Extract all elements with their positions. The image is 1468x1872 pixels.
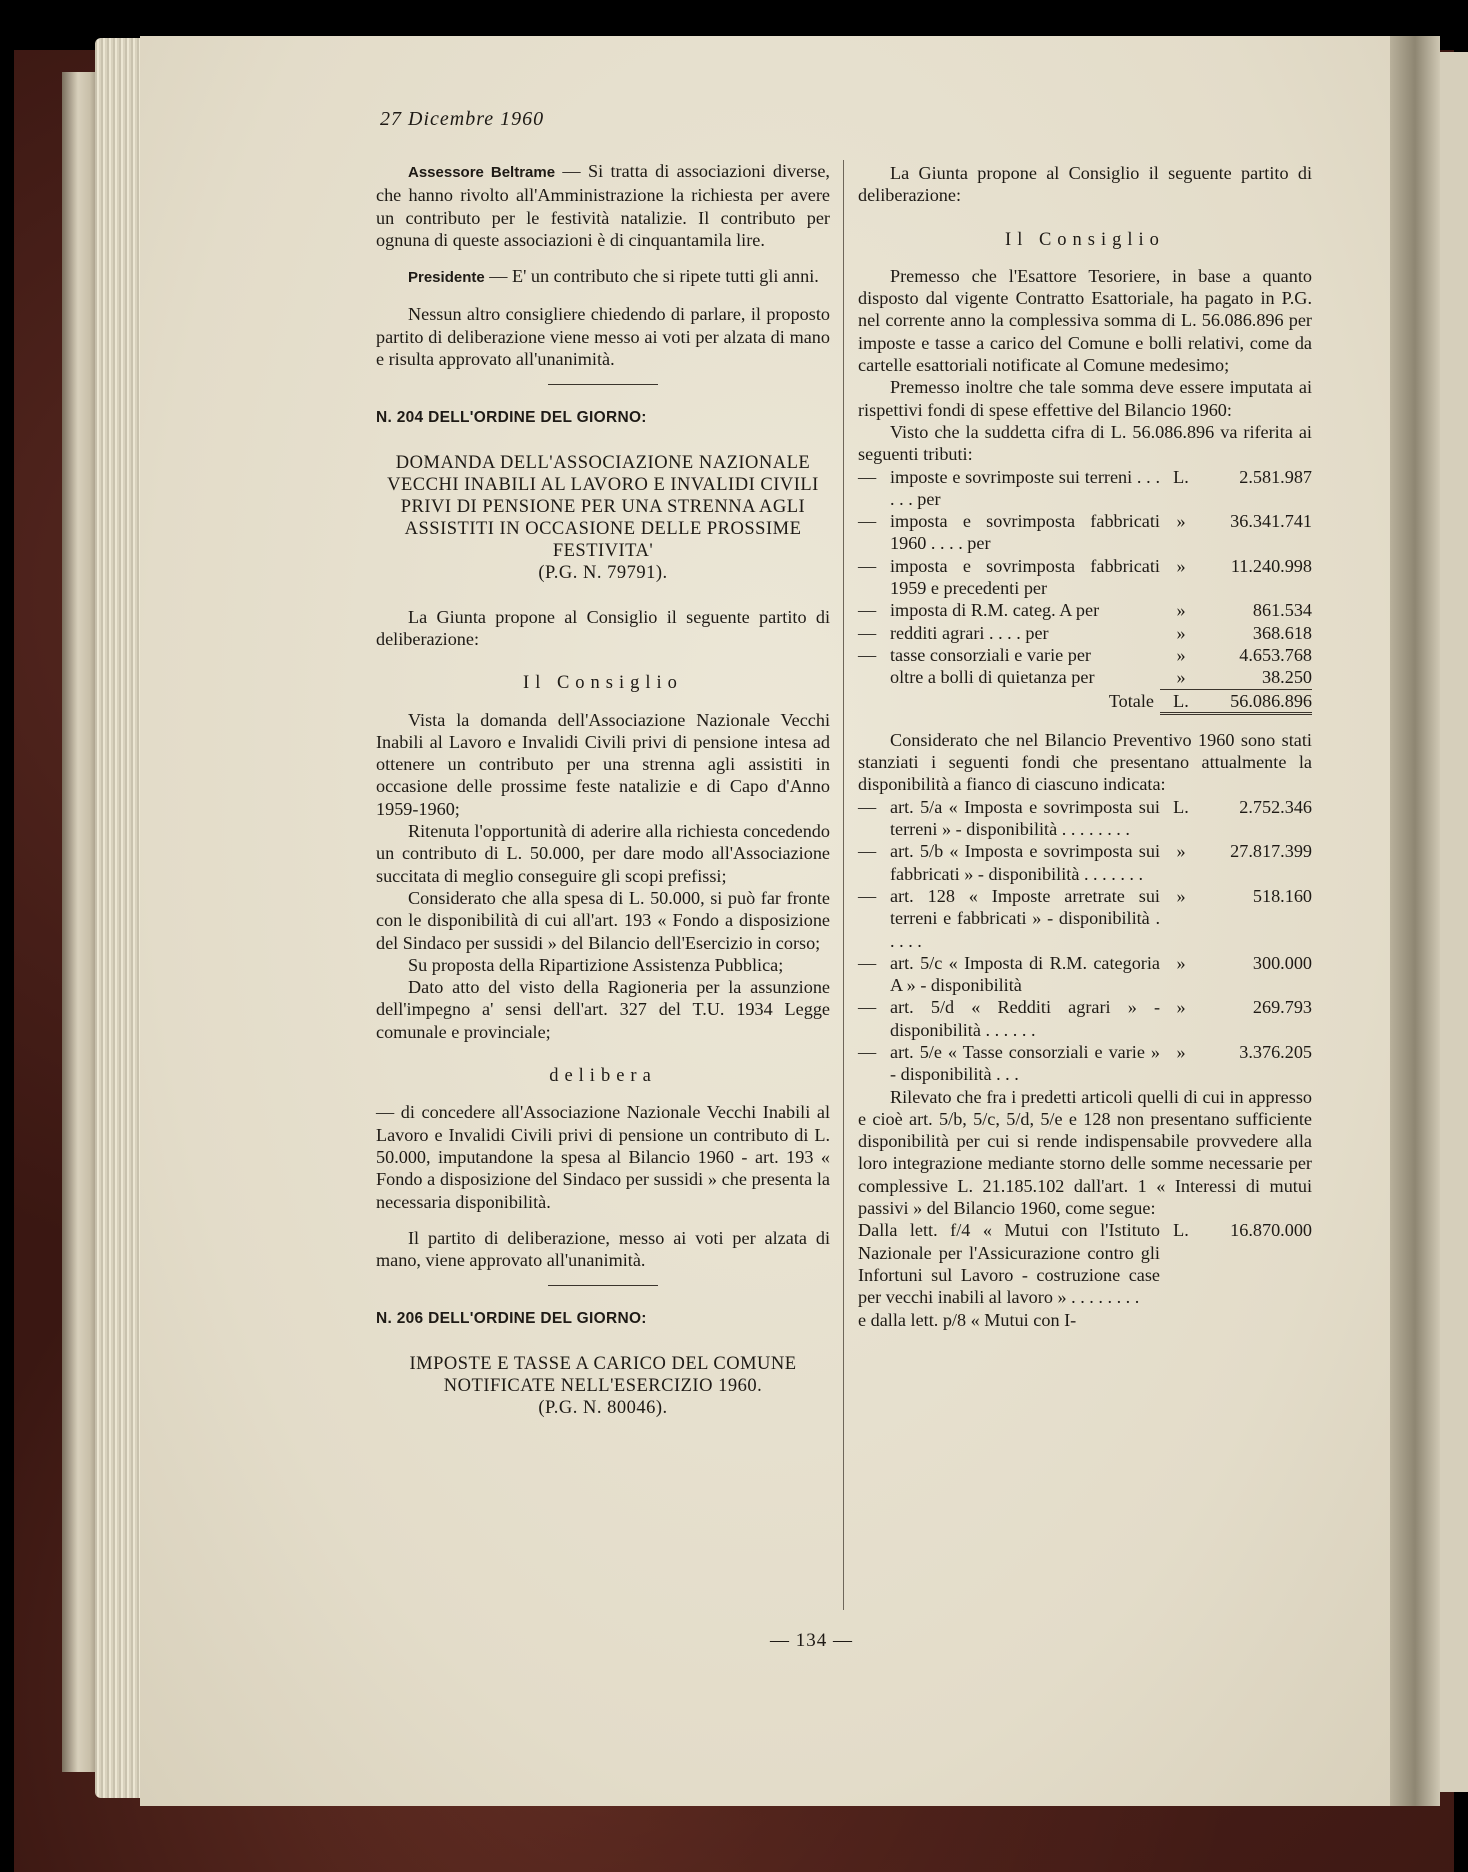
tributo-currency: » <box>1176 555 1186 576</box>
tributo-label: imposta e sovrimposta fabbricati 1960 . . . . per <box>890 511 1160 554</box>
fondo-amount: 3.376.205 <box>1239 1041 1312 1062</box>
item-title-206: IMPOSTE E TASSE A CARICO DEL COMUNE NOTIFICATE NELL'ESERCIZIO 1960. <box>409 1353 797 1396</box>
tributo-label: imposta e sovrimposta fabbricati 1959 e precedenti per <box>890 555 1160 599</box>
fondo-label: art. 5/c « Imposta di R.M. categoria A » - disponibilità <box>890 952 1160 996</box>
tributo-label: redditi agrari . . . . per <box>890 622 1049 643</box>
fondo-dash: — <box>858 1041 877 1062</box>
tributo-dash: — <box>858 622 877 643</box>
fondo-amount: 269.793 <box>1252 997 1312 1018</box>
considerato-paragraph: Considerato che nel Bilancio Preventivo 1960 sono stati stanziati i seguenti fondi che presentano attualmente la disponibilità a fianco di ciascuno indicata: <box>858 729 1312 795</box>
totale-currency: L. <box>1160 689 1202 715</box>
item-pg-206: (P.G. N. 80046). <box>538 1397 668 1418</box>
fondo-dash: — <box>858 885 877 906</box>
left-column <box>376 160 830 1419</box>
tributo-amount: 2.581.987 <box>1239 466 1312 487</box>
fondo-currency: » <box>1176 841 1186 862</box>
fondo-label: art. 5/b « Imposta e sovrimposta sui fabbricati » - disponibilità . . . . . . . <box>890 841 1160 884</box>
tributo-amount: 36.341.741 <box>1230 511 1312 532</box>
beltrame-paragraph <box>376 160 830 251</box>
item-pg-204: (P.G. N. 79791). <box>538 562 668 583</box>
tributo-amount: 368.618 <box>1252 622 1312 643</box>
page-gutter <box>1390 36 1440 1806</box>
tributo-currency: » <box>1176 600 1186 621</box>
consiglio-heading: Il Consiglio <box>1005 229 1165 250</box>
fondo-row <box>858 796 1312 841</box>
totale-row <box>858 689 1312 715</box>
tributo-label: imposte e sovrimposte sui terreni . . . . . . per <box>890 466 1160 509</box>
tributo-row <box>858 466 1312 511</box>
tributo-amount: 861.534 <box>1252 600 1312 621</box>
fondo-row <box>858 952 1312 997</box>
fondo-row <box>858 885 1312 952</box>
considerato-paragraph: Considerato che alla spesa di L. 50.000, si può far fronte con le disponibilità di cui all'art. 193 « Fondo a disposizione del Sindaco per sussidi » del Bilancio dell'Esercizio in corso; <box>376 887 830 953</box>
section-rule <box>548 384 658 385</box>
concedere-paragraph: — di concedere all'Associazione Nazionale Vecchi Inabili al Lavoro e Invalidi Civili privi di pensione un contributo di L. 50.000, imputandone la spesa al Bilancio 1960 - art. 193 « Fondo a disposizione del Sindaco per sussidi » che presenta la necessaria disponibilità. <box>376 1102 830 1212</box>
premesso-paragraph: Premesso che l'Esattore Tesoriere, in base a quanto disposto dal vigente Contratto Esattoriale, ha pagato in P.G. nel corrente anno la complessiva somma di L. 56.086.896 per imposte e tasse a carico del Comune e bolli relativi, come da cartelle esattoriali notificate al Comune medesimo; <box>858 265 1312 376</box>
totale-amount: 56.086.896 <box>1202 689 1312 715</box>
tributo-currency: » <box>1176 622 1186 643</box>
fondo-label: art. 5/a « Imposta e sovrimposta sui terreni » - disponibilità . . . . . . . . <box>890 796 1160 840</box>
fondo-dash: — <box>858 997 877 1018</box>
speaker-name: Presidente <box>408 269 485 287</box>
tributo-row <box>858 622 1312 644</box>
ritenuta-paragraph: Ritenuta l'opportunità di aderire alla richiesta concedendo un contributo di L. 50.000, per dare modo all'Associazione succitata di meglio conseguire gli scopi prefissi; <box>376 821 830 886</box>
item-title-204: DOMANDA DELL'ASSOCIAZIONE NAZIONALE VECCHI INABILI AL LAVORO E INVALIDI CIVILI PRIVI DI PENSIONE PER UNA STRENNA AGLI ASSISTITI IN OCCASIONE DELLE PROSSIME FESTIVITA' <box>387 452 819 561</box>
tributo-label: oltre a bolli di quietanza per <box>890 667 1095 688</box>
premesso-inoltre-paragraph: Premesso inoltre che tale somma deve essere imputata ai rispettivi fondi di spese effettive del Bilancio 1960: <box>858 377 1312 420</box>
tributo-currency: » <box>1176 511 1186 532</box>
giunta-paragraph: La Giunta propone al Consiglio il seguente partito di deliberazione: <box>858 163 1312 206</box>
tributo-label: imposta di R.M. categ. A per <box>890 600 1100 621</box>
presidente-paragraph <box>376 265 830 289</box>
right-column <box>858 162 1312 1331</box>
tributo-row <box>858 644 1312 666</box>
fondo-currency: » <box>1176 885 1186 906</box>
tributo-dash: — <box>858 511 877 532</box>
totale-label: Totale <box>1108 690 1154 711</box>
fondo-label: art. 5/e « Tasse consorziali e varie » - disponibilità . . . <box>890 1041 1160 1085</box>
fondo-amount: 2.752.346 <box>1239 796 1312 817</box>
dalla-row <box>858 1219 1312 1308</box>
agenda-heading-206: N. 206 DELL'ORDINE DEL GIORNO: <box>376 1310 647 1328</box>
tributo-amount: 38.250 <box>1261 667 1312 688</box>
tributo-amount: 4.653.768 <box>1239 644 1312 665</box>
tributo-label: tasse consorziali e varie per <box>890 644 1091 665</box>
fondo-currency: » <box>1176 1041 1186 1062</box>
rilevato-paragraph: Rilevato che fra i predetti articoli quelli di cui in appresso e cioè art. 5/b, 5/c, 5/d, 5/e e 128 non presentano sufficiente disponibilità per cui si rende indispensabile provvedere alla loro integrazione mediante storno delle somme necessarie per complessive L. 21.185.102 dall'art. 1 « Interessi di mutui passivi » del Bilancio 1960, come segue: <box>858 1086 1312 1219</box>
fondo-row <box>858 996 1312 1041</box>
vista-paragraph: Vista la domanda dell'Associazione Nazionale Vecchi Inabili al Lavoro e Invalidi Civili privi di pensione intesa ad ottenere un contributo per una strenna agli assistiti in occasione delle prossime feste natalizie e di Capo d'Anno 1959-1960; <box>376 709 830 819</box>
delibera-heading: delibera <box>549 1066 657 1087</box>
column-divider <box>843 160 844 1610</box>
fondi-list <box>858 796 1312 1086</box>
fondo-currency: » <box>1176 952 1186 973</box>
tributo-dash: — <box>858 644 877 665</box>
fondo-dash: — <box>858 796 877 817</box>
tributo-row <box>858 510 1312 555</box>
tributo-amount: 11.240.998 <box>1230 555 1312 576</box>
fondo-currency: » <box>1176 997 1186 1018</box>
fondo-amount: 27.817.399 <box>1230 841 1312 862</box>
fondo-row <box>858 840 1312 885</box>
vote-paragraph: Nessun altro consigliere chiedendo di parlare, il proposto partito di deliberazione viene messo ai voti per alzata di mano e risulta approvato all'unanimità. <box>376 304 830 370</box>
tributo-dash: — <box>858 555 877 576</box>
tributo-currency: » <box>1176 667 1186 688</box>
tributo-row <box>858 666 1312 688</box>
fondo-amount: 518.160 <box>1252 885 1312 906</box>
dalla-currency: L. <box>1173 1220 1189 1241</box>
paragraph-text: — E' un contributo che si ripete tutti gli anni. <box>484 266 819 287</box>
tributo-currency: L. <box>1173 466 1189 487</box>
edalla-paragraph: e dalla lett. p/8 « Mutui con I- <box>858 1309 1077 1330</box>
visto-paragraph: Visto che la suddetta cifra di L. 56.086.896 va riferita ai seguenti tributi: <box>858 421 1312 465</box>
dato-paragraph: Dato atto del visto della Ragioneria per la assunzione dell'impegno a' sensi dell'art. 327 del T.U. 1934 Legge comunale e provinciale; <box>376 977 830 1042</box>
speaker-name: Assessore Beltrame <box>408 164 556 181</box>
tributo-dash: — <box>858 466 877 487</box>
fondo-amount: 300.000 <box>1252 952 1312 973</box>
paragraph-text: — Si tratta di associazioni diverse, che hanno rivolto all'Amministrazione la richiesta per avere un contributo per le festività natalizie. Il contributo per ognuna di queste associazioni è di cinquantamila lire. <box>376 161 830 250</box>
dalla-amount: 16.870.000 <box>1230 1220 1312 1241</box>
fondo-currency: L. <box>1173 796 1189 817</box>
dalla-label: Dalla lett. f/4 « Mutui con l'Istituto Nazionale per l'Assicurazione contro gli Infortuni sul Lavoro - costruzione case per vecchi inabili al lavoro » . . . . . . . . <box>858 1220 1160 1308</box>
tributo-dash: — <box>858 600 877 621</box>
giunta-paragraph: La Giunta propone al Consiglio il seguente partito di deliberazione: <box>376 606 830 649</box>
proposta-paragraph: Su proposta della Ripartizione Assistenza Pubblica; <box>408 954 784 975</box>
partito-paragraph: Il partito di deliberazione, messo ai voti per alzata di mano, viene approvato all'unanimità. <box>376 1227 830 1271</box>
fondo-label: art. 128 « Imposte arretrate sui terreni e fabbricati » - disponibilità . . . . . <box>890 885 1160 951</box>
section-rule <box>548 1285 658 1286</box>
fondo-dash: — <box>858 952 877 973</box>
fondo-dash: — <box>858 841 877 862</box>
page-date: 27 Dicembre 1960 <box>380 108 545 130</box>
tributi-list <box>858 466 1312 689</box>
fondo-label: art. 5/d « Redditi agrari » - disponibilità . . . . . . <box>890 997 1160 1040</box>
fondo-row <box>858 1041 1312 1086</box>
agenda-heading-204: N. 204 DELL'ORDINE DEL GIORNO: <box>376 409 647 427</box>
page-number: — 134 — <box>770 1630 853 1651</box>
consiglio-heading: Il Consiglio <box>523 673 683 694</box>
tributo-currency: » <box>1176 644 1186 665</box>
tributo-row <box>858 555 1312 600</box>
tributo-row <box>858 599 1312 621</box>
